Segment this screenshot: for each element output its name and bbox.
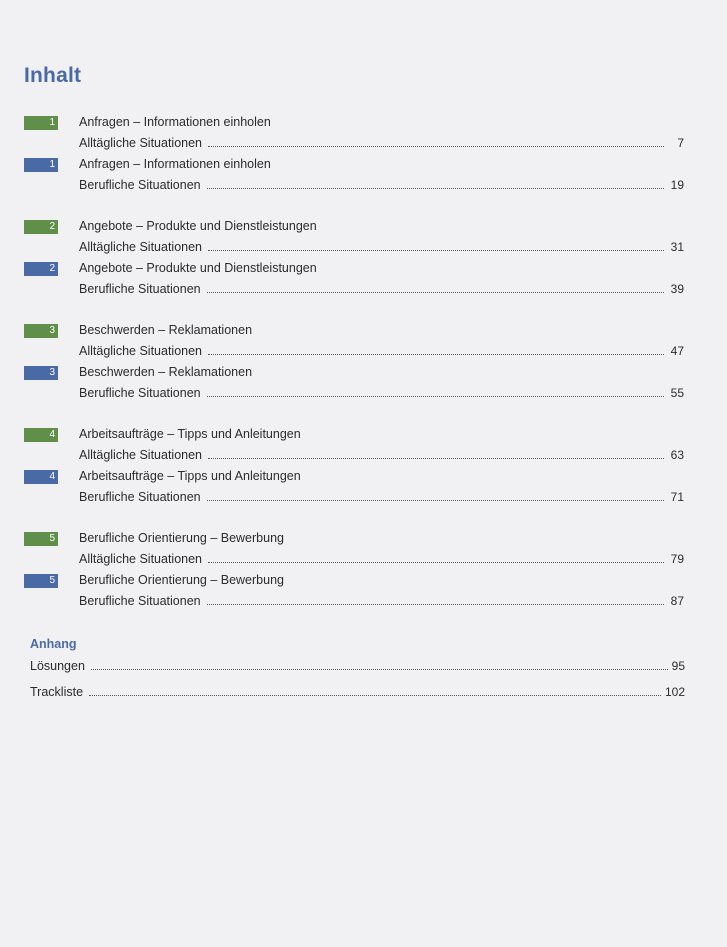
chapter-number-badge: 3 <box>24 324 58 338</box>
appendix-label: Lösungen <box>30 659 85 673</box>
appendix-label: Trackliste <box>30 685 84 699</box>
entry-heading: Arbeitsaufträge – Tipps und Anleitungen <box>79 427 301 441</box>
dot-leader <box>208 240 664 251</box>
entry-heading: Anfragen – Informationen einholen <box>79 115 271 129</box>
toc-entry[interactable] <box>24 532 684 574</box>
toc-entry[interactable] <box>24 366 684 408</box>
entry-row <box>79 136 684 150</box>
dot-leader <box>89 685 661 696</box>
entry-heading: Angebote – Produkte und Dienstleistungen <box>79 261 317 275</box>
chapter-5 <box>24 532 684 616</box>
toc-entry[interactable] <box>24 470 684 512</box>
page-number: 7 <box>677 136 684 150</box>
page-number: 63 <box>670 448 684 462</box>
entry-row <box>79 448 684 462</box>
entry-heading: Angebote – Produkte und Dienstleistungen <box>79 219 317 233</box>
dot-leader <box>91 659 668 670</box>
dot-leader <box>207 282 664 293</box>
chapter-number-badge: 1 <box>24 116 58 130</box>
entry-row <box>79 282 684 296</box>
page-number: 95 <box>671 659 685 673</box>
page-number: 47 <box>670 344 684 358</box>
entry-subtitle: Alltägliche Situationen <box>79 552 202 566</box>
entry-heading: Arbeitsaufträge – Tipps und Anleitungen <box>79 469 301 483</box>
chapter-3 <box>24 324 684 408</box>
chapter-number-badge: 5 <box>24 574 58 588</box>
page-title: Inhalt <box>24 64 82 87</box>
entry-subtitle: Alltägliche Situationen <box>79 448 202 462</box>
dot-leader <box>207 490 664 501</box>
chapter-number-badge: 2 <box>24 262 58 276</box>
entry-row <box>79 552 684 566</box>
chapter-number-badge: 2 <box>24 220 58 234</box>
entry-row <box>79 240 684 254</box>
chapter-number-badge: 3 <box>24 366 58 380</box>
toc-entry[interactable] <box>24 262 684 304</box>
chapter-1 <box>24 116 684 200</box>
chapter-number-badge: 4 <box>24 428 58 442</box>
entry-row <box>79 178 684 192</box>
entry-heading: Beschwerden – Reklamationen <box>79 365 253 379</box>
dot-leader <box>208 344 664 355</box>
entry-subtitle: Berufliche Situationen <box>79 386 201 400</box>
entry-subtitle: Berufliche Situationen <box>79 178 201 192</box>
page-number: 87 <box>670 594 684 608</box>
appendix-entry-trackliste[interactable] <box>30 685 685 699</box>
toc-entry[interactable] <box>24 116 684 158</box>
entry-subtitle: Berufliche Situationen <box>79 594 201 608</box>
dot-leader <box>208 448 664 459</box>
chapter-2 <box>24 220 684 304</box>
entry-subtitle: Alltägliche Situationen <box>79 136 202 150</box>
entry-heading: Anfragen – Informationen einholen <box>79 157 271 171</box>
toc-entry[interactable] <box>24 574 684 616</box>
chapter-number-badge: 4 <box>24 470 58 484</box>
entry-heading: Beschwerden – Reklamationen <box>79 323 253 337</box>
entry-subtitle: Berufliche Situationen <box>79 282 201 296</box>
chapter-number-badge: 1 <box>24 158 58 172</box>
page-number: 79 <box>670 552 684 566</box>
chapter-number-badge: 5 <box>24 532 58 546</box>
entry-subtitle: Alltägliche Situationen <box>79 344 202 358</box>
entry-heading: Berufliche Orientierung – Bewerbung <box>79 573 284 587</box>
dot-leader <box>207 386 664 397</box>
dot-leader <box>207 178 664 189</box>
page-number: 31 <box>670 240 684 254</box>
entry-row <box>79 344 684 358</box>
appendix-entry-loesungen[interactable] <box>30 659 685 673</box>
page-number: 55 <box>670 386 684 400</box>
toc-entry[interactable] <box>24 158 684 200</box>
entry-row <box>79 490 684 504</box>
page-number: 19 <box>670 178 684 192</box>
appendix-title: Anhang <box>30 637 77 651</box>
entry-heading: Berufliche Orientierung – Bewerbung <box>79 531 284 545</box>
entry-row <box>79 594 684 608</box>
entry-subtitle: Berufliche Situationen <box>79 490 201 504</box>
toc-entry[interactable] <box>24 220 684 262</box>
dot-leader <box>208 136 664 147</box>
chapter-4 <box>24 428 684 512</box>
page-number: 71 <box>670 490 684 504</box>
page-number: 39 <box>670 282 684 296</box>
toc-entry[interactable] <box>24 428 684 470</box>
dot-leader <box>207 594 664 605</box>
dot-leader <box>208 552 664 563</box>
page-number: 102 <box>664 685 685 699</box>
toc-entry[interactable] <box>24 324 684 366</box>
entry-subtitle: Alltägliche Situationen <box>79 240 202 254</box>
entry-row <box>79 386 684 400</box>
